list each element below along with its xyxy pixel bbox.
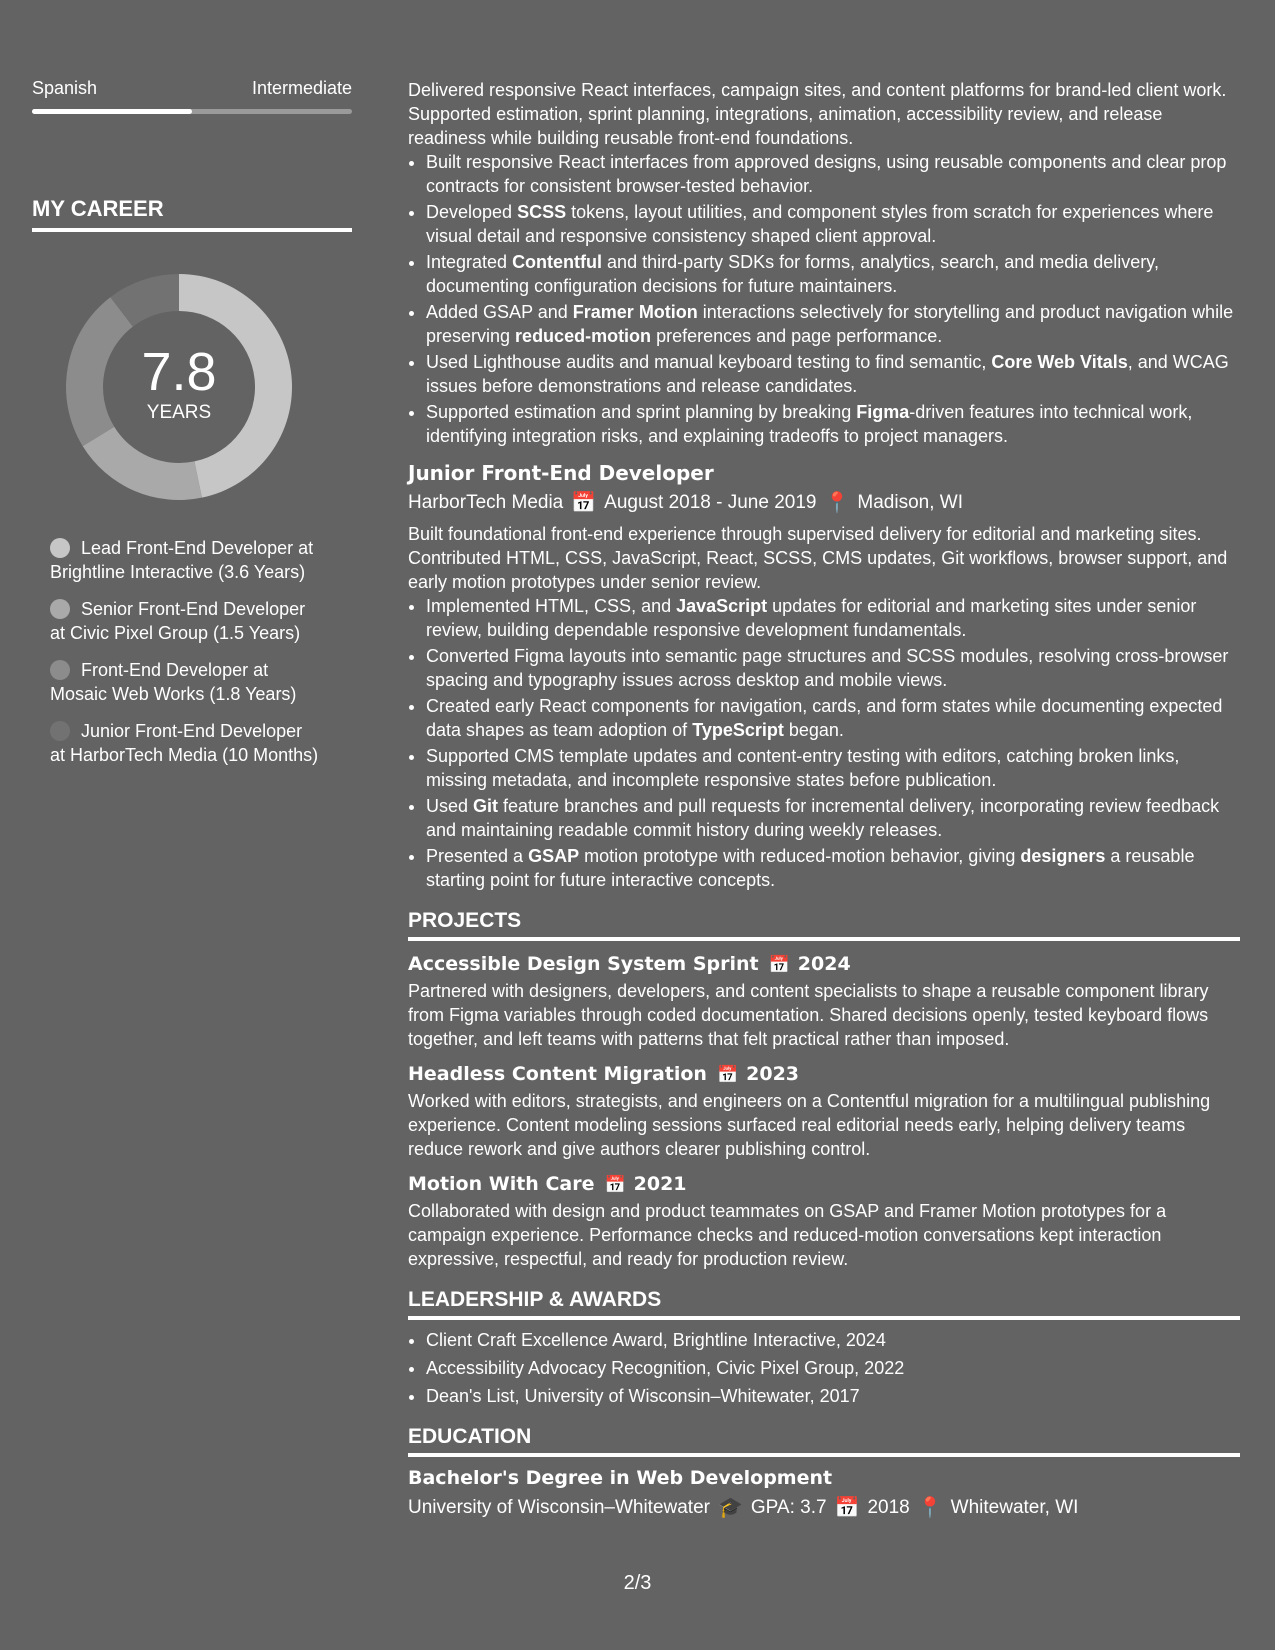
bullet-text: Developed xyxy=(426,202,518,222)
highlight-term: designers xyxy=(1020,846,1106,866)
bullet-text: Used xyxy=(426,796,474,816)
projects-list xyxy=(408,951,1240,1271)
language-proficiency-bar xyxy=(32,109,352,114)
project-name: Headless Content Migration xyxy=(408,1063,707,1085)
highlight-term: Contentful xyxy=(512,252,603,272)
bullet-text: a reusable starting point for future interactive concepts. xyxy=(426,846,1195,890)
highlight-term: Framer Motion xyxy=(572,302,698,322)
bullet-text: motion prototype with reduced-motion behavior, giving xyxy=(579,846,1021,866)
job-company: HarborTech Media xyxy=(408,492,564,513)
job-location: Madison, WI xyxy=(857,492,963,513)
project-title xyxy=(408,1171,1240,1199)
bullet-text: began. xyxy=(783,720,844,740)
gpa: GPA: 3.7 xyxy=(750,1497,827,1518)
highlight-term: Core Web Vitals xyxy=(991,352,1128,372)
highlight-term: JavaScript xyxy=(676,596,768,616)
graduation-cap-icon: 🎓 xyxy=(717,1497,743,1519)
project-year: 2024 xyxy=(797,953,851,975)
donut-center xyxy=(64,342,294,424)
bullet-text: Presented a xyxy=(426,846,529,866)
project-description: Partnered with designers, developers, and content specialists to shape a reusable component library from Figma variables through coded documentation. Shared decisions openly, tested keyboard flows together, and left teams with patterns that felt practical rather than imposed. xyxy=(408,981,1209,1049)
highlight-term: GSAP xyxy=(528,846,580,866)
bullet-item xyxy=(426,150,1240,198)
language-proficiency-fill xyxy=(32,109,192,114)
legend-swatch xyxy=(50,721,70,741)
bullet-text: Integrated xyxy=(426,252,513,272)
bullet-text: Added GSAP and xyxy=(426,302,573,322)
main-content xyxy=(408,78,1240,1520)
highlight-term: SCSS xyxy=(517,202,567,222)
bullet-text: Supported estimation and sprint planning by breaking xyxy=(426,402,857,422)
project-name: Motion With Care xyxy=(408,1173,595,1195)
bullet-item xyxy=(426,350,1240,398)
calendar-icon: 📅 xyxy=(604,1175,626,1195)
role-summary: Delivered responsive React interfaces, campaign sites, and content platforms for brand-led client work. Supported estimation, sprint planning, integrations, animation, accessibility review, and release readiness while building reusable front-end foundations. xyxy=(408,80,1227,148)
legend-item xyxy=(50,597,320,645)
career-total-years: 7.8 xyxy=(141,342,217,402)
career-legend xyxy=(50,536,320,767)
bullet-item xyxy=(426,694,1240,742)
map-pin-icon: 📍 xyxy=(824,492,850,514)
language-name: Spanish xyxy=(32,78,98,98)
role-achievements xyxy=(408,150,1240,448)
bullet-text: and third-party SDKs for forms, analytics, search, and media delivery, documenting configuration decisions for future maintainers. xyxy=(426,252,1159,296)
bullet-text: Implemented HTML, CSS, and xyxy=(426,596,677,616)
highlight-term: Figma xyxy=(856,402,910,422)
legend-item xyxy=(50,658,320,706)
projects-heading: PROJECTS xyxy=(408,909,1240,941)
sidebar xyxy=(32,78,352,780)
legend-label: Senior Front-End Developer at Civic Pixel Group (1.5 Years) xyxy=(50,599,306,643)
legend-label: Junior Front-End Developer at HarborTech Media (10 Months) xyxy=(50,721,319,765)
bullet-text: Converted Figma layouts into semantic page structures and SCSS modules, resolving cross-browser spacing and typography issues across desktop and mobile views. xyxy=(426,646,1229,690)
career-heading: MY CAREER xyxy=(32,196,352,232)
legend-swatch xyxy=(50,538,70,558)
calendar-icon: 📅 xyxy=(571,492,597,514)
calendar-icon: 📅 xyxy=(768,955,790,975)
award-item: • Client Craft Excellence Award, Brightline Interactive, 2024 xyxy=(426,1328,1240,1352)
language-row xyxy=(32,78,352,99)
graduation-year: 2018 xyxy=(867,1497,910,1518)
awards-heading: LEADERSHIP & AWARDS xyxy=(408,1288,1240,1320)
highlight-term: Git xyxy=(473,796,499,816)
bullet-item xyxy=(426,200,1240,248)
job-description: Built foundational front-end experience through supervised delivery for editorial and marketing sites. Contributed HTML, CSS, JavaScript, React, SCSS, CMS updates, Git workflows, browser support, and early motion prototypes under senior review. xyxy=(408,524,1228,592)
highlight-term: reduced-motion xyxy=(515,326,652,346)
highlight-term: TypeScript xyxy=(692,720,784,740)
legend-swatch xyxy=(50,660,70,680)
legend-item xyxy=(50,719,320,767)
bullet-item xyxy=(426,844,1240,892)
legend-item xyxy=(50,536,320,584)
map-pin-icon: 📍 xyxy=(917,1497,943,1519)
legend-swatch xyxy=(50,599,70,619)
bullet-text: tokens, layout utilities, and component styles from scratch for experiences where visual detail and responsive consistency shaped client approval. xyxy=(426,202,1214,246)
calendar-icon: 📅 xyxy=(834,1497,860,1519)
bullet-text: preferences and page performance. xyxy=(651,326,943,346)
legend-label: Lead Front-End Developer at Brightline Interactive (3.6 Years) xyxy=(50,538,314,582)
project-title xyxy=(408,1061,1240,1089)
bullet-item xyxy=(426,594,1240,642)
project-description: Worked with editors, strategists, and engineers on a Contentful migration for a multilingual publishing experience. Content modeling sessions surfaced real editorial needs early, helping delivery teams reduce rework and give authors clearer publishing control. xyxy=(408,1091,1211,1159)
career-donut-chart xyxy=(64,272,294,502)
bullet-item xyxy=(426,744,1240,792)
award-item: • Dean's List, University of Wisconsin–Whitewater, 2017 xyxy=(426,1384,1240,1408)
bullet-text: Supported CMS template updates and content-entry testing with editors, catching broken links, missing metadata, and incomplete responsive states before publication. xyxy=(426,746,1180,790)
project-title xyxy=(408,951,1240,979)
school-location: Whitewater, WI xyxy=(950,1497,1079,1518)
degree-title: Bachelor's Degree in Web Development xyxy=(408,1467,833,1489)
bullet-text: Built responsive React interfaces from approved designs, using reusable components and clear prop contracts for consistent browser-tested behavior. xyxy=(426,152,1227,196)
career-total-unit: YEARS xyxy=(146,402,212,423)
bullet-text: updates for editorial and marketing sites under senior review, building dependable responsive development fundamentals. xyxy=(426,596,1197,640)
awards-list xyxy=(408,1328,1240,1408)
job-dates: August 2018 - June 2019 xyxy=(604,492,817,513)
education-heading: EDUCATION xyxy=(408,1425,1240,1457)
calendar-icon: 📅 xyxy=(716,1065,739,1085)
page-number: 2/3 xyxy=(623,1572,652,1594)
bullet-item xyxy=(426,250,1240,298)
project-year: 2021 xyxy=(633,1173,687,1195)
project-description: Collaborated with design and product teammates on GSAP and Framer Motion prototypes for a campaign experience. Performance checks and reduced-motion conversations kept interaction expressive, respectful, and ready for production review. xyxy=(408,1201,1167,1269)
job-meta xyxy=(408,491,1240,515)
education-meta xyxy=(408,1496,1240,1520)
legend-label: Front-End Developer at Mosaic Web Works (1.8 Years) xyxy=(50,660,297,704)
language-level: Intermediate xyxy=(251,78,352,98)
bullet-text: Created early React components for navigation, cards, and form states while documenting expected data shapes as team adoption of xyxy=(426,696,1223,740)
job-achievements xyxy=(408,594,1240,892)
bullet-item xyxy=(426,300,1240,348)
project-year: 2023 xyxy=(746,1063,800,1085)
job-title: Junior Front-End Developer xyxy=(408,461,714,485)
bullet-item xyxy=(426,644,1240,692)
bullet-text: Used Lighthouse audits and manual keyboard testing to find semantic, xyxy=(426,352,992,372)
bullet-text: -driven features into technical work, identifying integration risks, and explaining tradeoffs to project managers. xyxy=(426,402,1193,446)
award-item: • Accessibility Advocacy Recognition, Civic Pixel Group, 2022 xyxy=(426,1356,1240,1380)
bullet-item xyxy=(426,794,1240,842)
project-name: Accessible Design System Sprint xyxy=(408,953,759,975)
bullet-text: interactions selectively for storytelling and product navigation while preserving xyxy=(426,302,1234,346)
bullet-item xyxy=(426,400,1240,448)
bullet-text: , and WCAG issues before demonstrations and release candidates. xyxy=(426,352,1229,396)
bullet-text: feature branches and pull requests for incremental delivery, incorporating review feedback and maintaining readable commit history during weekly releases. xyxy=(426,796,1220,840)
donut-slice xyxy=(83,427,202,500)
school-name: University of Wisconsin–Whitewater xyxy=(408,1497,710,1518)
